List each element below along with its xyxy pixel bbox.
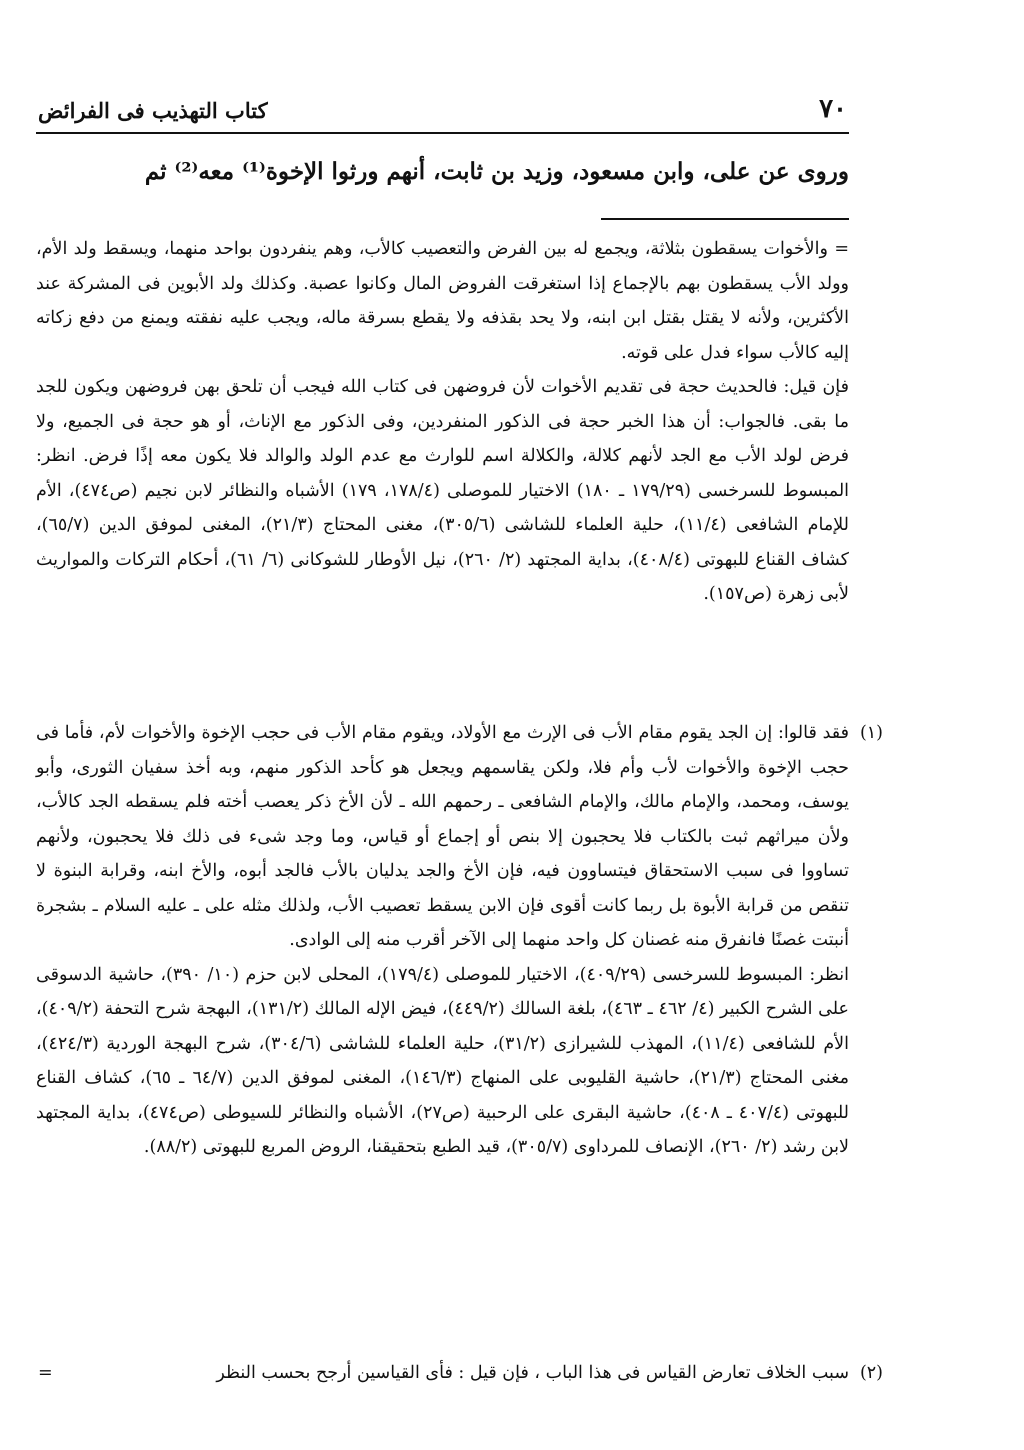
page-number: ٧٠ xyxy=(819,94,847,124)
footnote-marker: (١) xyxy=(859,723,883,743)
footnote-separator xyxy=(601,218,849,220)
footnote-paragraph: فإن قيل: فالحديث حجة فى تقديم الأخوات لأن فروضهن فى كتاب الله فيجب أن تلحق بهن فروضهن ويكون للجد ما بقى. فالجواب: أن هذا الخبر حجة فى الذكور المنفردين، وفى الذكور مع الإناث، أو هو حجة فى الجميع، ولا فرض لولد الأب مع الجد لأنهم كلالة، والكلالة اسم للوارث مع عدم الولد والوالد فلا يكون معه إذًا فرض. انظر: المبسوط للسرخسى (١٧٩/٢٩ ـ ١٨٠) الاختيار للموصلى (١٧٨/٤، ١٧٩) الأشباه والنظائر لابن نجيم (ص٤٧٤)، الأم للإمام الشافعى (١١/٤)، حلية العلماء للشاشى (٣٠٥/٦)، مغنى المحتاج (٢١/٣)، المغنى لموفق الدين (٦٥/٧)، كشاف القناع للبهوتى (٤٠٨/٤)، بداية المجتهد (٢/ ٢٦٠)، نيل الأوطار للشوكانى (٦/ ٦١)، أحكام التركات والمواريث لأبى زهرة (ص١٥٧). xyxy=(36,377,850,604)
continuation-marker: = xyxy=(38,1363,53,1383)
footnote-continued xyxy=(36,232,849,612)
page-header xyxy=(36,92,849,134)
footnote-marker: (٢) xyxy=(859,1363,883,1383)
footnote-2 xyxy=(36,1356,883,1391)
footnote-paragraph xyxy=(36,232,849,370)
footnote-paragraph: انظر: المبسوط للسرخسى (٤٠٩/٢٩)، الاختيار للموصلى (١٧٩/٤)، المحلى لابن حزم (١٠/ ٣٩٠)، حاشية الدسوقى على الشرح الكبير (٤/ ٤٦٢ ـ ٤٦٣)، بلغة السالك (٤٤٩/٢)، فيض الإله المالك (١٣١/٢)، البهجة شرح التحفة (٤٠٩/٢)، الأم للشافعى (١١/٤)، المهذب للشيرازى (٣١/٢)، حلية العلماء للشاشى (٣٠٤/٦)، شرح البهجة الوردية (٤٢٤/٣)، مغنى المحتاج (٢١/٣)، حاشية القليوبى على المنهاج (١٤٦/٣)، المغنى لموفق الدين (٦٤/٧ ـ ٦٥)، كشاف القناع للبهوتى (٤٠٧/٤ ـ ٤٠٨)، حاشية البقرى على الرحبية (ص٢٧)، الأشباه والنظائر للسيوطى (ص٤٧٤)، بداية المجتهد لابن رشد (٢/ ٢٦٠)، الإنصاف للمرداوى (٣٠٥/٧)، قيد الطبع بتحقيقنا، الروض المربع للبهوتى (٨٨/٢). xyxy=(36,964,850,1157)
footnote-paragraph: فقد قالوا: إن الجد يقوم مقام الأب فى الإرث مع الأولاد، ويقوم مقام الأب فى حجب الإخوة والأخوات لأم، فأما فى حجب الإخوة والأخوات لأب وأم فلا، ولكن يقاسمهم ويجعل هو كأحد الذكور منهم، وبه أخذ سفيان الثورى، وأبو يوسف، ومحمد، والإمام مالك، والإمام الشافعى ـ رحمهم الله ـ لأن الأخ ذكر يعصب أخته فلم يسقطه الجد كالأب، ولأن ميراثهم ثبت بالكتاب فلا يحجبون إلا بنص أو إجماع أو قياس، وما وجد شىء فى ذلك فلا يحجبون، ولأنهم تساووا فى سبب الاستحقاق فيتساوون فيه، فإن الأخ والجد يدليان بالأب فالجد أبوه، والأخ ابنه، وقرابة البنوة لا تنقص من قرابة الأبوة بل ربما كانت أقوى فإن الابن يسقط تعصيب الأب، ولذلك مثله على ـ عليه السلام ـ بشجرة أنبتت غصنًا فانفرق منه غصنان كل واحد منهما إلى الآخر أقرب منه إلى الوادى. xyxy=(36,723,849,950)
main-text: وروى عن على، وابن مسعود، وزيد بن ثابت، أنهم ورثوا الإخوة⁽¹⁾ معه⁽²⁾ ثم xyxy=(144,158,849,185)
footnote-text: والأخوات يسقطون بثلاثة، ويجمع له بين الفرض والتعصيب كالأب، وهم ينفردون بواحد منهما، ويسقط ولد الأم، وولد الأب يسقطون بهم بالإجماع إذا استغرقت الفروض المال وكانوا عصبة. وكذلك ولد الأبوين فى المشركة عند الأكثرين، ولأنه لا يقتل بقتل ابن ابنه، ولا يحد بقذفه ولا يقطع بسرقة ماله، ويجب عليه نفقته ويمنع من دفع زكاته إليه كالأب سواء فدل على قوته. xyxy=(36,239,849,363)
book-title: كتاب التهذيب فى الفرائض xyxy=(38,98,268,123)
footnote-1 xyxy=(36,716,883,1165)
footnote-text: سبب الخلاف تعارض القياس فى هذا الباب ، فإن قيل : فأى القياسين أرجح بحسب النظر xyxy=(216,1363,849,1383)
continuation-marker: = xyxy=(834,239,849,259)
